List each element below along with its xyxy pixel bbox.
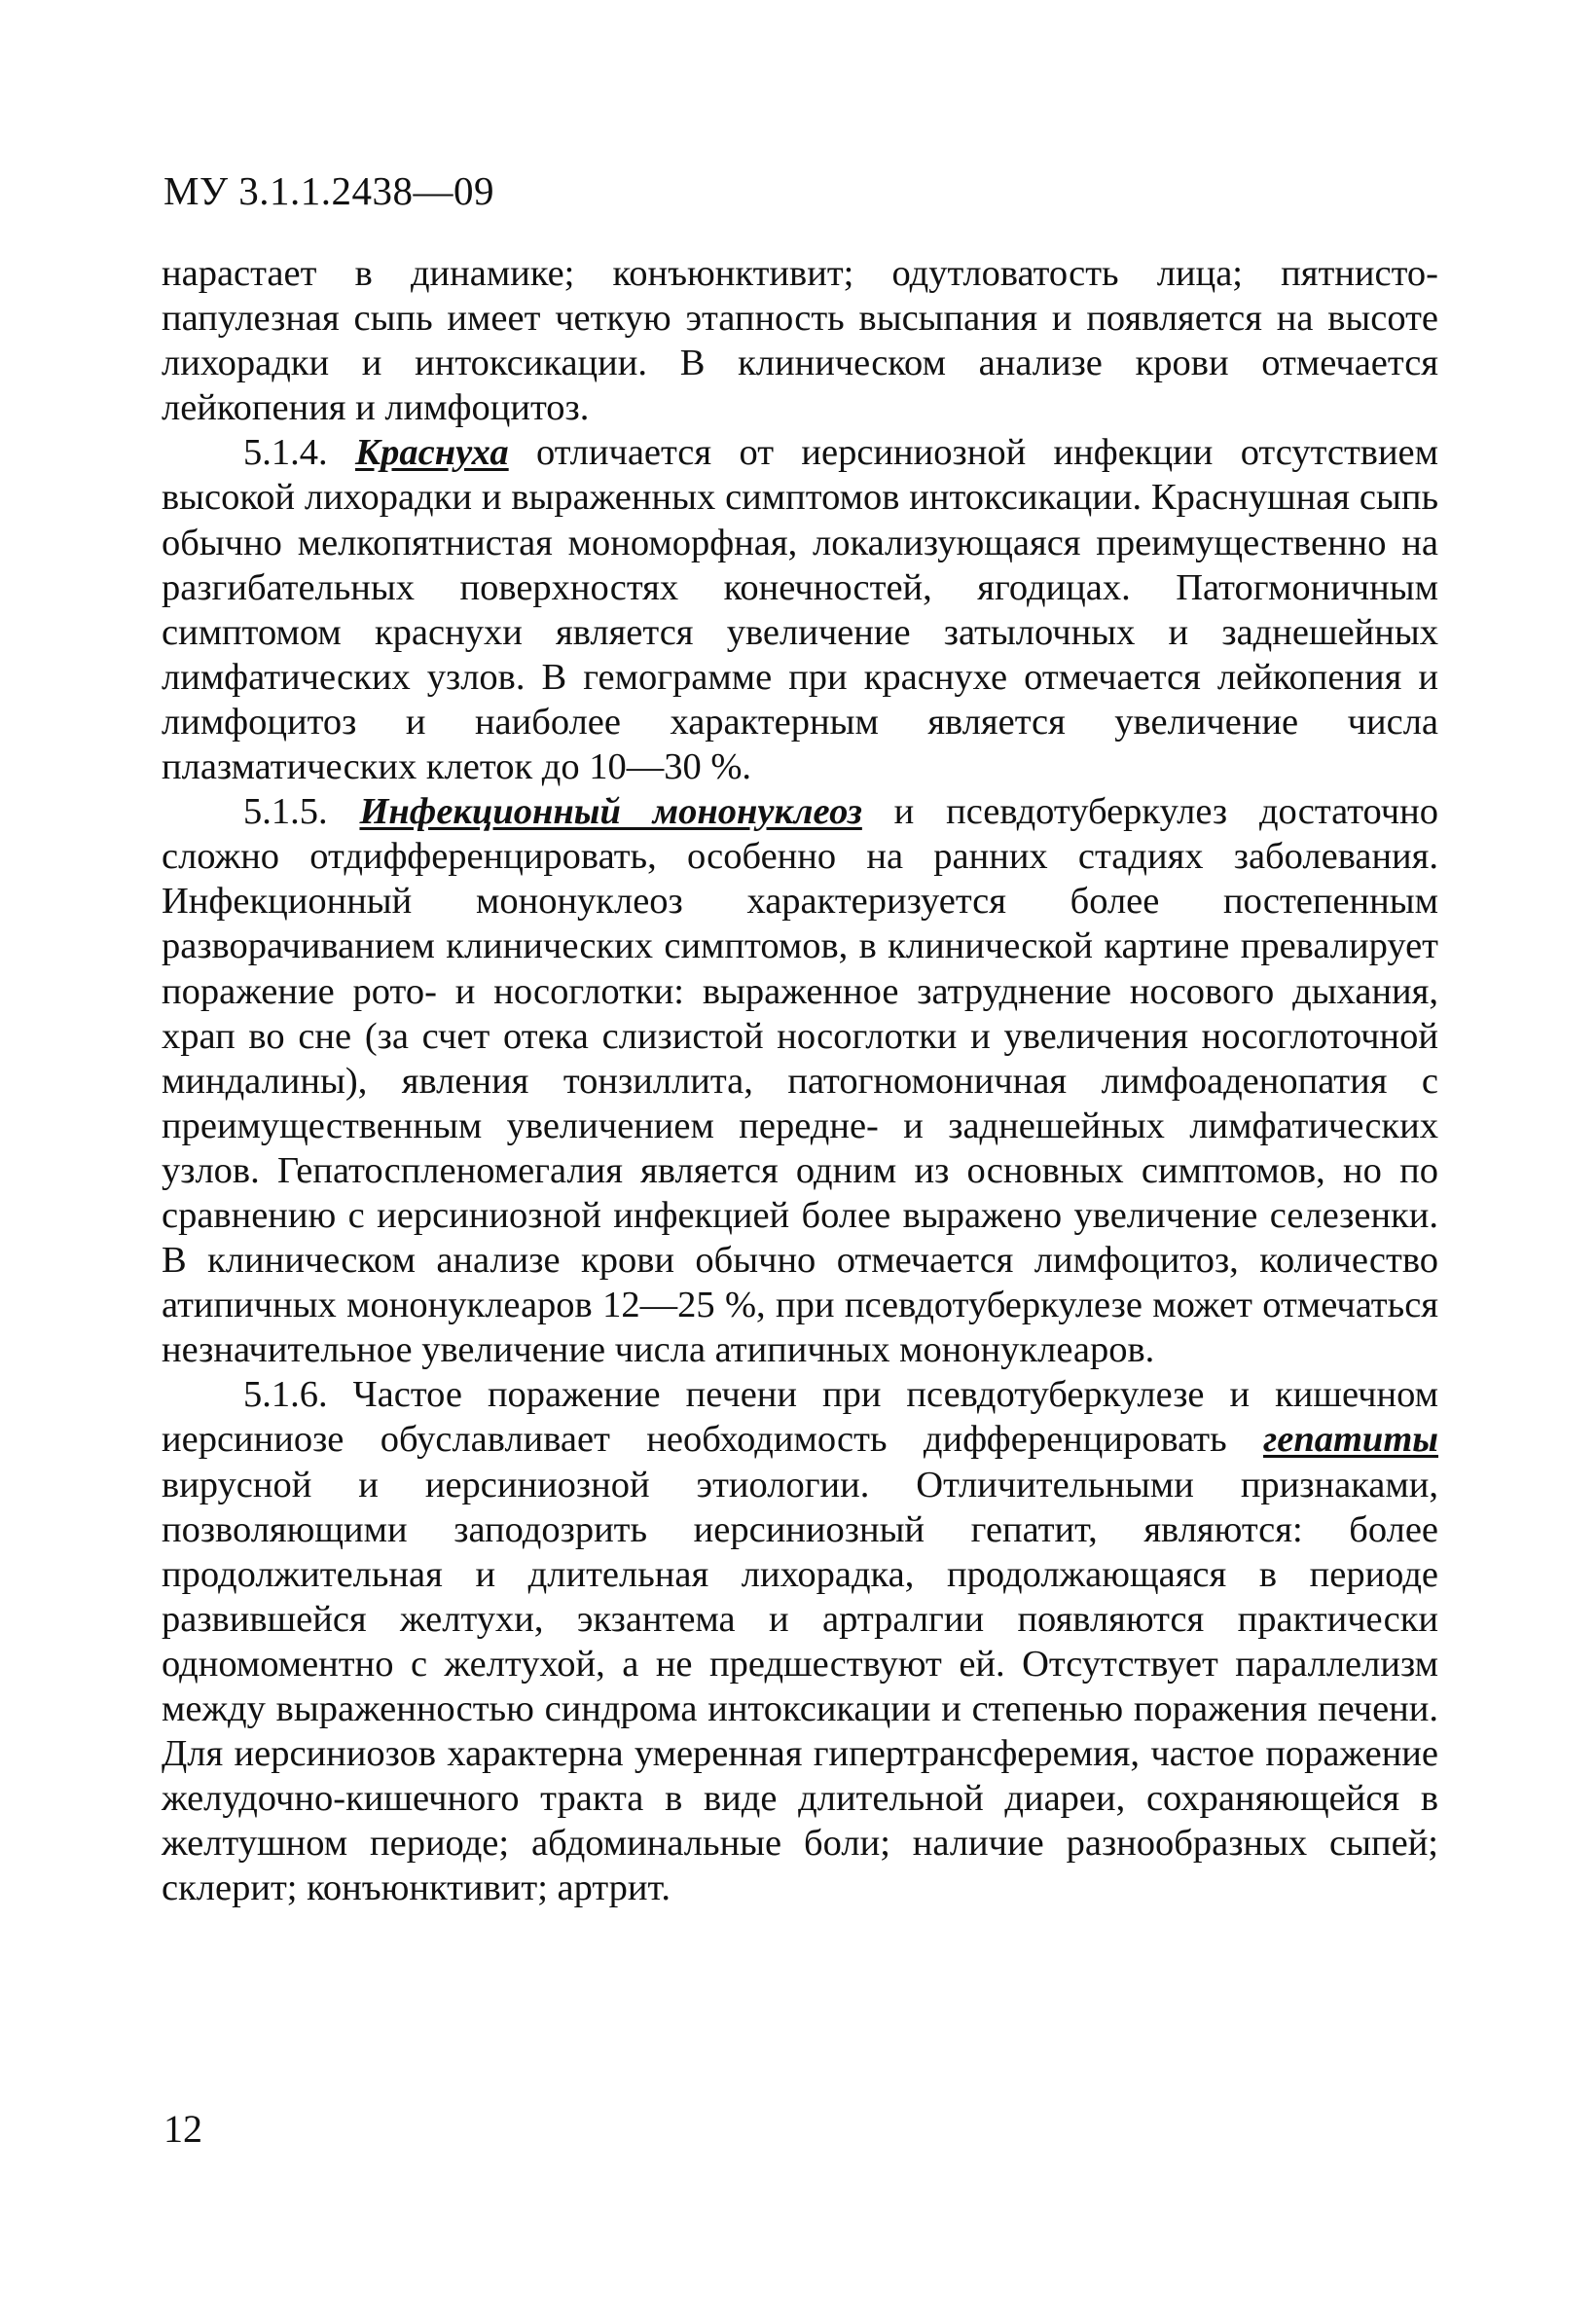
paragraph-5-1-5: [162, 789, 1438, 1372]
section-number: 5.1.4.: [243, 432, 356, 474]
term-heading: гепатиты: [1263, 1419, 1438, 1461]
term-heading: Инфекционный мононуклеоз: [359, 791, 862, 833]
paragraph-text: нарастает в динамике; конъюнктивит; одутловатость лица; пятнисто-папулезная сыпь имеет четкую этапность высыпания и появляется на высоте лихорадки и интоксикации. В клиническом анализе крови отмечается лейкопения и лимфоцитоз.: [162, 253, 1438, 429]
section-number: 5.1.6.: [243, 1374, 353, 1416]
term-heading: Краснуха: [355, 432, 509, 474]
paragraph-text-continued: вирусной и иерсиниозной этиологии. Отличительными признаками, позволяющими заподозрить иерсиниозный гепатит, являются: более продолжительная и длительная лихорадка, продолжающаяся в периоде развившейся желтухи, экзантема и артралгии появляются практически одномоментно с желтухой, а не предшествуют ей. Отсутствует параллелизм между выраженностью синдрома интоксикации и степенью поражения печени. Для иерсиниозов характерна умеренная гипертрансферемия, частое поражение желудочно-кишечного тракта в виде длительной диареи, сохраняющейся в желтушном периоде; абдоминальные боли; наличие разнообразных сыпей; склерит; конъюнктивит; артрит.: [162, 1464, 1438, 1909]
paragraph-text: и псевдотуберкулез достаточно сложно отдифференцировать, особенно на ранних стадиях заболевания. Инфекционный мононуклеоз характеризуется более постепенным разворачиванием клинических симптомов, в клинической картине превалирует поражение рото- и носоглотки: выраженное затруднение носового дыхания, храп во сне (за счет отека слизистой носоглотки и увеличения носоглоточной миндалины), явления тонзиллита, патогномоничная лимфоаденопатия с преимущественным увеличением передне- и заднешейных лимфатических узлов. Гепатоспленомегалия является одним из основных симптомов, но по сравнению с иерсиниозной инфекцией более выражено увеличение селезенки. В клиническом анализе крови обычно отмечается лимфоцитоз, количество атипичных мононуклеаров 12—25 %, при псевдотуберкулезе может отмечаться незначительное увеличение числа атипичных мононуклеаров.: [162, 791, 1439, 1371]
paragraph-5-1-6: [162, 1372, 1438, 1910]
paragraph-text: Частое поражение печени при псевдотуберкулезе и кишечном иерсиниозе обуславливает необходимость дифференцировать: [162, 1374, 1439, 1461]
section-number: 5.1.5.: [243, 791, 360, 833]
paragraph-continuation: [162, 251, 1438, 430]
document-header: МУ 3.1.1.2438—09: [163, 168, 494, 213]
paragraph-5-1-4: [162, 430, 1438, 789]
body-text: [162, 251, 1438, 1910]
page-number: 12: [163, 2107, 202, 2151]
paragraph-text: отличается от иерсиниозной инфекции отсутствием высокой лихорадки и выраженных симптомов интоксикации. Краснушная сыпь обычно мелкопятнистая мономорфная, локализующаяся преимущественно на разгибательных поверхностях конечностей, ягодицах. Патогмоничным симптомом краснухи является увеличение затылочных и заднешейных лимфатических узлов. В гемограмме при краснухе отмечается лейкопения и лимфоцитоз и наиболее характерным является увеличение числа плазматических клеток до 10—30 %.: [162, 432, 1439, 788]
